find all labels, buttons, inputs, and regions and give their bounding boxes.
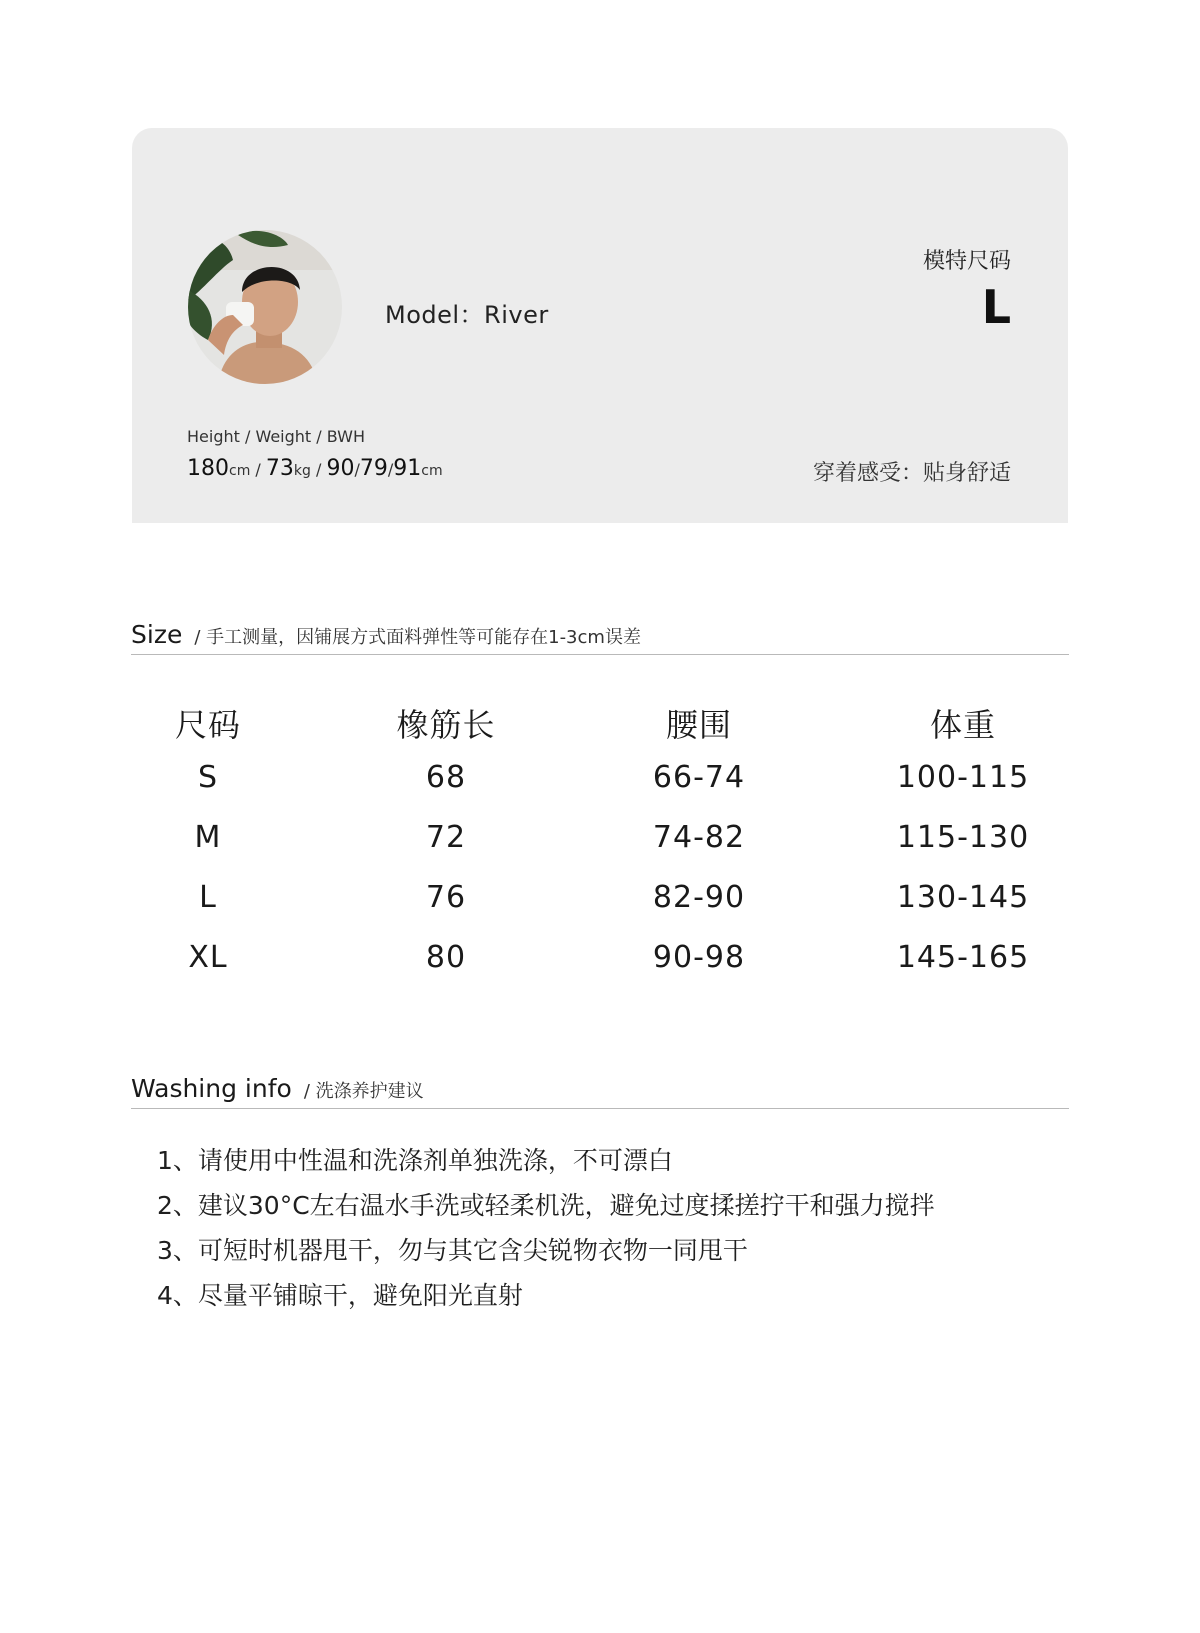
model-name: Model：River xyxy=(385,301,549,329)
cell-waist: 90-98 xyxy=(652,940,746,975)
size-table-header xyxy=(131,700,1069,760)
table-row xyxy=(131,760,1069,820)
cell-waist: 74-82 xyxy=(652,820,746,855)
weight-value: 73 xyxy=(265,456,294,481)
bwh-unit: cm xyxy=(421,463,443,479)
waist-value: 79 xyxy=(359,456,388,481)
cell-weight: 130-145 xyxy=(896,880,1030,915)
model-stats xyxy=(187,456,443,481)
header-elastic-length: 橡筋长 xyxy=(396,706,496,744)
bust-value: 90 xyxy=(326,456,355,481)
height-unit: cm xyxy=(229,463,251,479)
washing-note: / 洗涤养护建议 xyxy=(303,1081,424,1102)
model-card xyxy=(132,128,1068,523)
list-item: 2、建议30°C左右温水手洗或轻柔机洗，避免过度揉搓拧干和强力搅拌 xyxy=(157,1191,935,1220)
cell-weight: 145-165 xyxy=(896,940,1030,975)
table-row xyxy=(131,820,1069,880)
size-title: Size xyxy=(131,620,183,649)
height-value: 180 xyxy=(187,456,229,481)
washing-title: Washing info xyxy=(131,1074,292,1103)
weight-unit: kg xyxy=(293,463,311,479)
stats-separator: / xyxy=(387,460,394,479)
model-stats-label: Height / Weight / BWH xyxy=(187,427,366,446)
list-item: 1、请使用中性温和洗涤剂单独洗涤，不可漂白 xyxy=(157,1146,673,1175)
header-waist: 腰围 xyxy=(665,706,732,744)
list-item: 3、可短时机器甩干，勿与其它含尖锐物衣物一同甩干 xyxy=(157,1236,748,1265)
cell-elastic-length: 68 xyxy=(425,760,467,795)
stats-separator: / xyxy=(354,460,360,479)
size-note: / 手工测量，因铺展方式面料弹性等可能存在1-3cm误差 xyxy=(194,627,641,648)
model-size-value: L xyxy=(981,280,1011,334)
fit-feeling: 穿着感受：贴身舒适 xyxy=(812,461,1011,486)
stats-separator: / xyxy=(310,460,327,479)
cell-elastic-length: 72 xyxy=(425,820,467,855)
cell-size: XL xyxy=(188,940,228,975)
list-item: 4、尽量平铺晾干，避免阳光直射 xyxy=(157,1281,523,1310)
washing-list xyxy=(157,1138,935,1318)
size-section-header xyxy=(131,620,1069,655)
cell-elastic-length: 76 xyxy=(425,880,467,915)
cell-size: L xyxy=(199,880,217,915)
cell-weight: 115-130 xyxy=(896,820,1030,855)
hip-value: 91 xyxy=(393,456,422,481)
washing-section-header xyxy=(131,1074,1069,1109)
model-size-label: 模特尺码 xyxy=(922,249,1011,274)
size-table xyxy=(131,700,1069,1000)
cell-waist: 66-74 xyxy=(652,760,746,795)
cell-waist: 82-90 xyxy=(652,880,746,915)
cell-size: S xyxy=(197,760,219,795)
cell-weight: 100-115 xyxy=(896,760,1030,795)
cell-size: M xyxy=(194,820,222,855)
stats-separator: / xyxy=(250,460,266,479)
table-row xyxy=(131,940,1069,1000)
header-weight: 体重 xyxy=(929,706,996,744)
table-row xyxy=(131,880,1069,940)
header-size: 尺码 xyxy=(174,706,241,744)
model-avatar xyxy=(188,230,342,384)
cell-elastic-length: 80 xyxy=(425,940,467,975)
